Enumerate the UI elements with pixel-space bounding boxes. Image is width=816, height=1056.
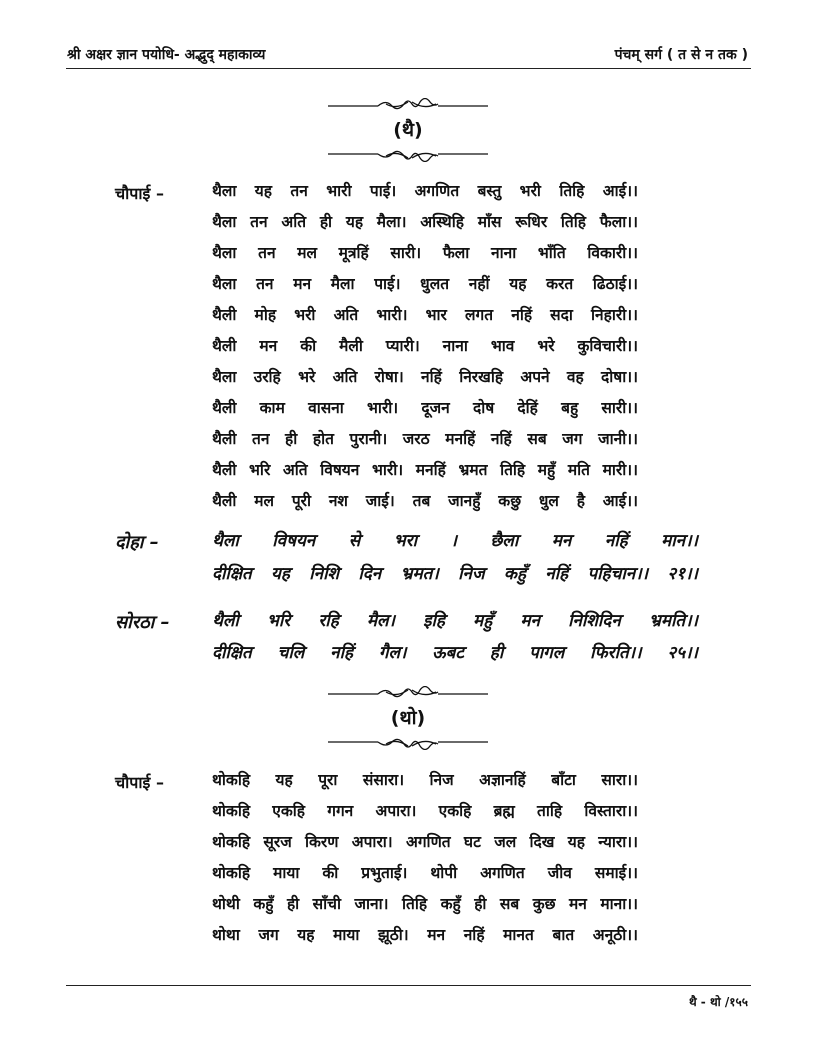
sortha-label: सोरठा – xyxy=(115,612,170,633)
verse-line: थैली मन की मैली प्यारी। नाना भाव भरे कुविचारी।। xyxy=(212,337,638,355)
footer-divider xyxy=(66,985,751,986)
page-number: थै - थो /१५५ xyxy=(688,995,748,1009)
header-divider xyxy=(66,68,751,69)
verse-line: थैली भरि रहि मैल। इहि महुँ मन निशिदिन भ्रमति।। xyxy=(212,611,698,631)
verse-line: थोकहि एकहि गगन अपारा। एकहि ब्रह्म ताहि विस्तारा।। xyxy=(212,802,638,820)
verse-line: थोथा जग यह माया झूठी। मन नहिं मानत बात अनूठी।। xyxy=(212,926,638,944)
verse-line: थैला तन मल मूत्रहिं सारी। फैला नाना भाँति विकारी।। xyxy=(212,244,638,262)
verse-line: थैला तन मन मैला पाई। धुलत नहीं यह करत ढिठाई।। xyxy=(212,275,638,293)
verse-line: थैला उरहि भरे अति रोषा। नहिं निरखहि अपने वह दोषा।। xyxy=(212,368,638,386)
verse-line: थोकहि यह पूरा संसारा। निज अज्ञानहिं बाँटा सारा।। xyxy=(212,771,638,789)
section-title: (थै) xyxy=(393,119,423,141)
verse-line: दीक्षित चलि नहिं गैल। ऊबट ही पागल फिरति।। २५।। xyxy=(212,643,698,663)
verse-line: थैला यह तन भारी पाई। अगणित बस्तु भरी तिहि आई।। xyxy=(212,182,638,200)
verse-line: थैली तन ही होत पुरानी। जरठ मनहिं नहिं सब जग जानी।। xyxy=(212,430,638,448)
verse-line: थोथी कहुँ ही साँची जाना। तिहि कहुँ ही सब कुछ मन माना।। xyxy=(212,895,638,913)
running-header-title: श्री अक्षर ज्ञान पयोधि- अद्भुद् महाकाव्य xyxy=(67,47,266,63)
verse-line: थोकहि माया की प्रभुताई। थोपी अगणित जीव समाई।। xyxy=(212,864,638,882)
verse-line: थैला विषयन से भरा । छैला मन नहिं मान।। xyxy=(212,531,698,551)
verse-line: थैली काम वासना भारी। दूजन दोष देहिं बहु सारी।। xyxy=(212,399,638,417)
verse-line: थोकहि सूरज किरण अपारा। अगणित घट जल दिख यह न्यारा।। xyxy=(212,833,638,851)
section-heading-ornament xyxy=(320,98,496,162)
verse-line: थैली मोह भरी अति भारी। भार लगत नहिं सदा निहारी।। xyxy=(212,306,638,324)
chaupai-label: चौपाई – xyxy=(115,184,164,203)
verse-line: थैला तन अति ही यह मैला। अस्थिहि माँस रूधिर तिहि फैला।। xyxy=(212,213,638,231)
running-header-chapter: पंचम् सर्ग ( त से न तक ) xyxy=(614,47,748,63)
section-heading-ornament xyxy=(320,686,496,750)
verse-line: दीक्षित यह निशि दिन भ्रमत। निज कहुँ नहिं पहिचान।। २१।। xyxy=(212,564,698,584)
verse-line: थैली मल पूरी नश जाई। तब जानहुँ कछु धुल है आई।। xyxy=(212,492,638,510)
section-title: (थो) xyxy=(390,707,426,729)
verse-line: थैली भरि अति विषयन भारी। मनहिं भ्रमत तिहि महुँ मति मारी।। xyxy=(212,461,638,479)
doha-label: दोहा – xyxy=(115,532,159,553)
chaupai-label: चौपाई – xyxy=(115,773,164,792)
